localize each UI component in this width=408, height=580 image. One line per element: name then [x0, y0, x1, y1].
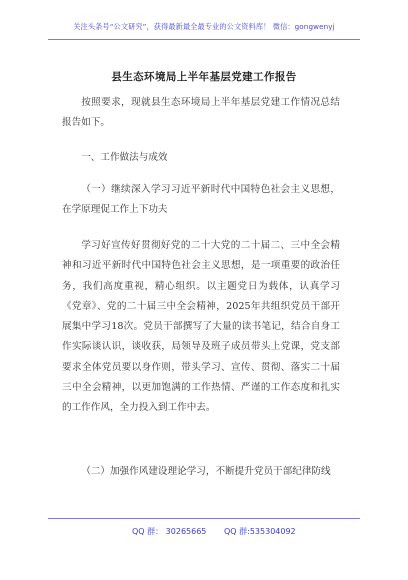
document-title: 县生态环境局上半年基层党建工作报告	[111, 71, 297, 83]
subsection-1-body: 学习好宣传好贯彻好党的二十大党的二十届二、三中全会精神和习近平新时代中国特色社会主义思想，是一项重要的政治任务，我们高度重视，精心组织。以主题党日为载体，认真学习《党章》、党的二十届三中全会精神，2025年共组织党员干部开展集中学习18次。党员干部撰写了大量的读书笔记，结合自身工作实际谈认识，谈收获，局领导及班子成员带头上党课，党支部要求全体党员要以身作则，带头学习、宣传、贯彻、落实二十届三中全会精神，以更加饱满的工作热情、严谨的工作态度和扎实的工作作风，全力投入到工作中去。	[62, 240, 340, 414]
footer-qq-group-2: QQ 群:535304092	[224, 527, 296, 536]
footer-divider	[48, 518, 360, 519]
subsection-2-heading: （二）加强作风建设理论学习，不断提升党员干部纪律防线	[81, 466, 331, 477]
subsection-1-heading: （一）继续深入学习习近平新时代中国特色社会主义思想，在学原理促工作上下功夫	[62, 184, 340, 216]
section-1-heading: 一、工作做法与成效	[81, 152, 168, 163]
header-divider	[48, 39, 360, 40]
intro-paragraph: 按照要求，现就县生态环境局上半年基层党建工作情况总结报告如下。	[62, 97, 340, 129]
header-banner: 关注头条号“公文研究”，获得最新最全最专业的公文资料库！ 微信：gongwenyj	[73, 22, 335, 31]
footer-qq-group-1: QQ 群： 30265665	[132, 527, 207, 536]
